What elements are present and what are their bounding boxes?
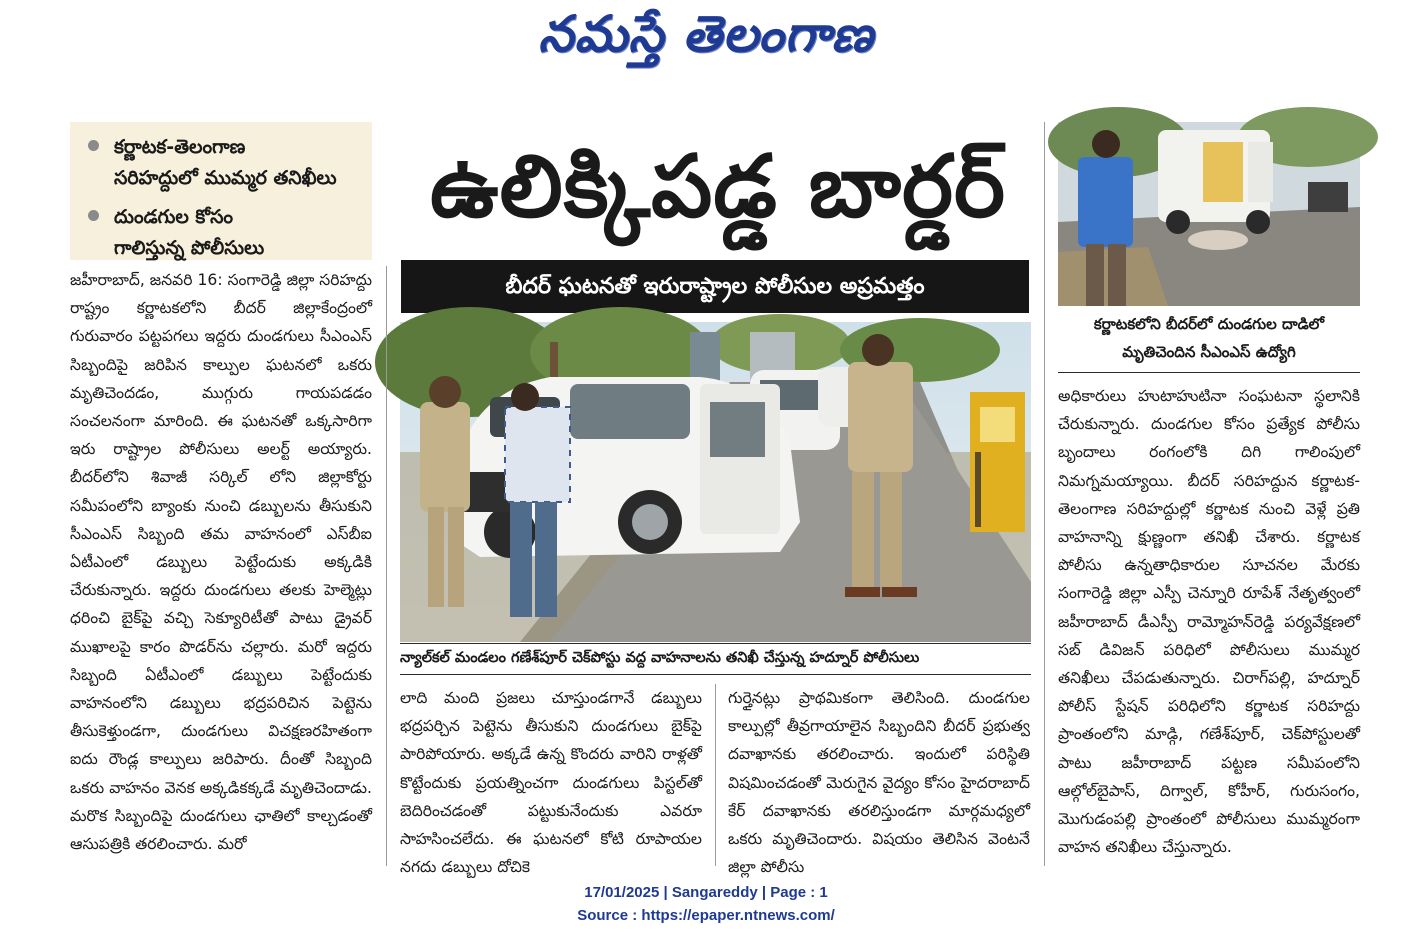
column-divider (386, 266, 387, 866)
highlight-item (88, 202, 372, 264)
article-text: అధికారులు హుటాహుటినా సంఘటనా స్థలానికి చేరుకున్నారు. దుండగుల కోసం ప్రత్యేక పోలీసు బృందాలు రంగంలోకి దిగి గాలింపులో నిమగ్నమయ్యాయి. బీదర్ సరిహద్దున కర్ణాటక-తెలంగాణ సరిహద్దుల్లో కర్ణాటక నుంచి వెళ్లే ప్రతి వాహనాన్ని క్షుణ్ణంగా తనిఖీ చేశారు. కర్ణాటక పోలీసు ఉన్నతాధికారుల సూచనల మేరకు సంగారెడ్డి జిల్లా ఎస్పీ చెన్నూరి రూపేశ్ నేతృత్వంలో జహీరాబాద్ డీఎస్పీ రామ్మోహన్‌రెడ్డి పర్యవేక్షణలో సబ్ డివిజన్ పరిధిలో పోలీసులు ముమ్మర తనిఖీలు చేపడుతున్నారు. చిరాగ్‌పల్లి, హద్నూర్ పోలీస్ స్టేషన్ పరిధిలోని కర్ణాటక సరిహద్దు ప్రాంతంలోని మాడ్గి, గణేశ్‌పూర్, చెక్‌పోస్టులతో పాటు జహీరాబాద్ పట్టణ సమీపంలోని ఆల్గోల్‌బైపాస్, దిగ్వాల్, కోహీర్, గురుసంగం, మొగుడంపల్లి ప్రాంతంలో పోలీసులు ముమ్మరంగా వాహన తనిఖీలు చేస్తున్నారు. (1058, 387, 1360, 857)
footer-source-line: Source : https://epaper.ntnews.com/ (577, 907, 835, 924)
article-column-3 (728, 684, 1030, 877)
crime-scene-photo (1058, 122, 1360, 306)
article-column-2 (400, 684, 702, 877)
article-text: గుర్తైనట్లు ప్రాథమికంగా తెలిసింది. దుండగుల కాల్పుల్లో తీవ్రగాయాలైన సిబ్బందిని బీదర్ ప్రభుత్వ దవాఖానకు తరలించారు. ఇందులో పరిస్థితి విషమించడంతో మెరుగైన వైద్యం కోసం హైదరాబాద్ కేర్ దవాఖానకు తరలిస్తుండగా మార్గమధ్యలో ఒకరు మృతిచెందారు. విషయం తెలిసిన వెంటనే జిల్లా పోలీసు (728, 689, 1030, 877)
article-text: జహీరాబాద్, జనవరి 16: సంగారెడ్డి జిల్లా సరిహద్దు రాష్ట్రం కర్ణాటకలోని బీదర్ జిల్లాకేంద్రంలో గురువారం పట్టపగలు ఇద్దరు దుండగులు సీఎంఎస్ సిబ్బందిపై జరిపిన కాల్పుల ఘటనలో ఒకరు మృతిచెందడం, ముగ్గురు గాయపడడం సంచలనంగా మారింది. ఈ ఘటనతో ఒక్కసారిగా ఇరు రాష్ట్రాల పోలీసులు అలర్ట్ అయ్యారు. బీదర్‌లోని శివాజీ సర్కిల్ లోని జిల్లాకోర్టు సమీపంలోని బ్యాంకు నుంచి డబ్బులను తీసుకుని సీఎంఎస్ సిబ్బంది తమ వాహనంలో ఎస్‌బీఐ ఏటీఎంలో డబ్బులు పెట్టేందుకు అక్కడికి చేరుకున్నారు. ఇద్దరు దుండగులు తలకు హెల్మెట్లు ధరించి బైక్‌పై వచ్చి సెక్యూరిటీతో పాటు డ్రైవర్ ముఖాలపై కారం పొడర్‌ను చల్లారు. మరో ఇద్దరు సిబ్బంది ఏటీఎంలో డబ్బులు పెట్టేందుకు వాహనంలోని డబ్బులు భద్రపరిచిన పెట్టెను తీసుకెళ్తుండగా, దుండగులు విచక్షణరహితంగా ఐదు రౌండ్ల కాల్పులు జరిపారు. దీంతో సిబ్బంది ఒకరు వాహనం వెనక అక్కడికక్కడే మృతిచెందాడు. మరొక సిబ్బందిపై దుండగులు ఛాతిలో కాల్చడంతో ఆసుపత్రికి తరలించారు. మరో (70, 271, 372, 854)
article-text: లాది మంది ప్రజలు చూస్తుండగానే డబ్బులు భద్రపర్చిన పెట్టెను తీసుకుని దుండగులు బైక్‌పై పారిపోయారు. అక్కడే ఉన్న కొందరు వారిని రాళ్లతో కొట్టేందుకు ప్రయత్నించగా దుండగులు పిస్టల్‌తో బెదిరించడంతో పట్టుకునేందుకు ఎవరూ సాహసించలేదు. ఈ ఘటనలో కోటి రూపాయల నగదు డబ్బులు దోచికె (400, 689, 702, 877)
masthead-title: నమస్తే తెలంగాణ (538, 4, 874, 63)
column-divider (715, 684, 716, 866)
bullet-dot-icon (88, 210, 99, 221)
article-column-4 (1058, 382, 1360, 866)
highlight-item (88, 132, 372, 194)
highlight-line: గాలిస్తున్న పోలీసులు (114, 237, 265, 259)
highlight-line: కర్ణాటక-తెలంగాణ (114, 136, 246, 158)
headline: ఉలిక్కిపడ్డ బార్డర్ (429, 137, 1006, 237)
side-photo-caption (1058, 310, 1360, 366)
highlights-box (70, 122, 372, 260)
bullet-dot-icon (88, 140, 99, 151)
side-caption-line: కర్ణాటకలోని బీదర్‌లో దుండగుల దాడిలో (1093, 315, 1325, 333)
article-column-1 (70, 266, 372, 866)
main-photo (400, 322, 1031, 642)
subheadline-bar: బీదర్ ఘటనతో ఇరురాష్ట్రాల పోలీసుల అప్రమత్తం (401, 260, 1029, 313)
highlight-line: సరిహద్దులో ముమ్మర తనిఖీలు (114, 167, 337, 189)
main-photo-caption: న్యాల్‌కల్ మండలం గణేశ్‌పూర్ చెక్‌పోస్టు వద్ద వాహనాలను తనిఖీ చేస్తున్న హద్నూర్ పోలీసులు (400, 650, 920, 666)
photo-rule (400, 643, 1031, 644)
police-checkpost-photo (400, 322, 1031, 642)
column-divider (1044, 122, 1045, 866)
side-photo (1058, 122, 1360, 306)
highlight-line: దుండగుల కోసం (114, 206, 234, 228)
side-caption-rule (1058, 372, 1360, 373)
caption-rule (400, 674, 1031, 675)
footer-date-line: 17/01/2025 | Sangareddy | Page : 1 (584, 884, 828, 901)
side-caption-line: మృతిచెందిన సీఎంఎస్ ఉద్యోగి (1122, 343, 1296, 361)
